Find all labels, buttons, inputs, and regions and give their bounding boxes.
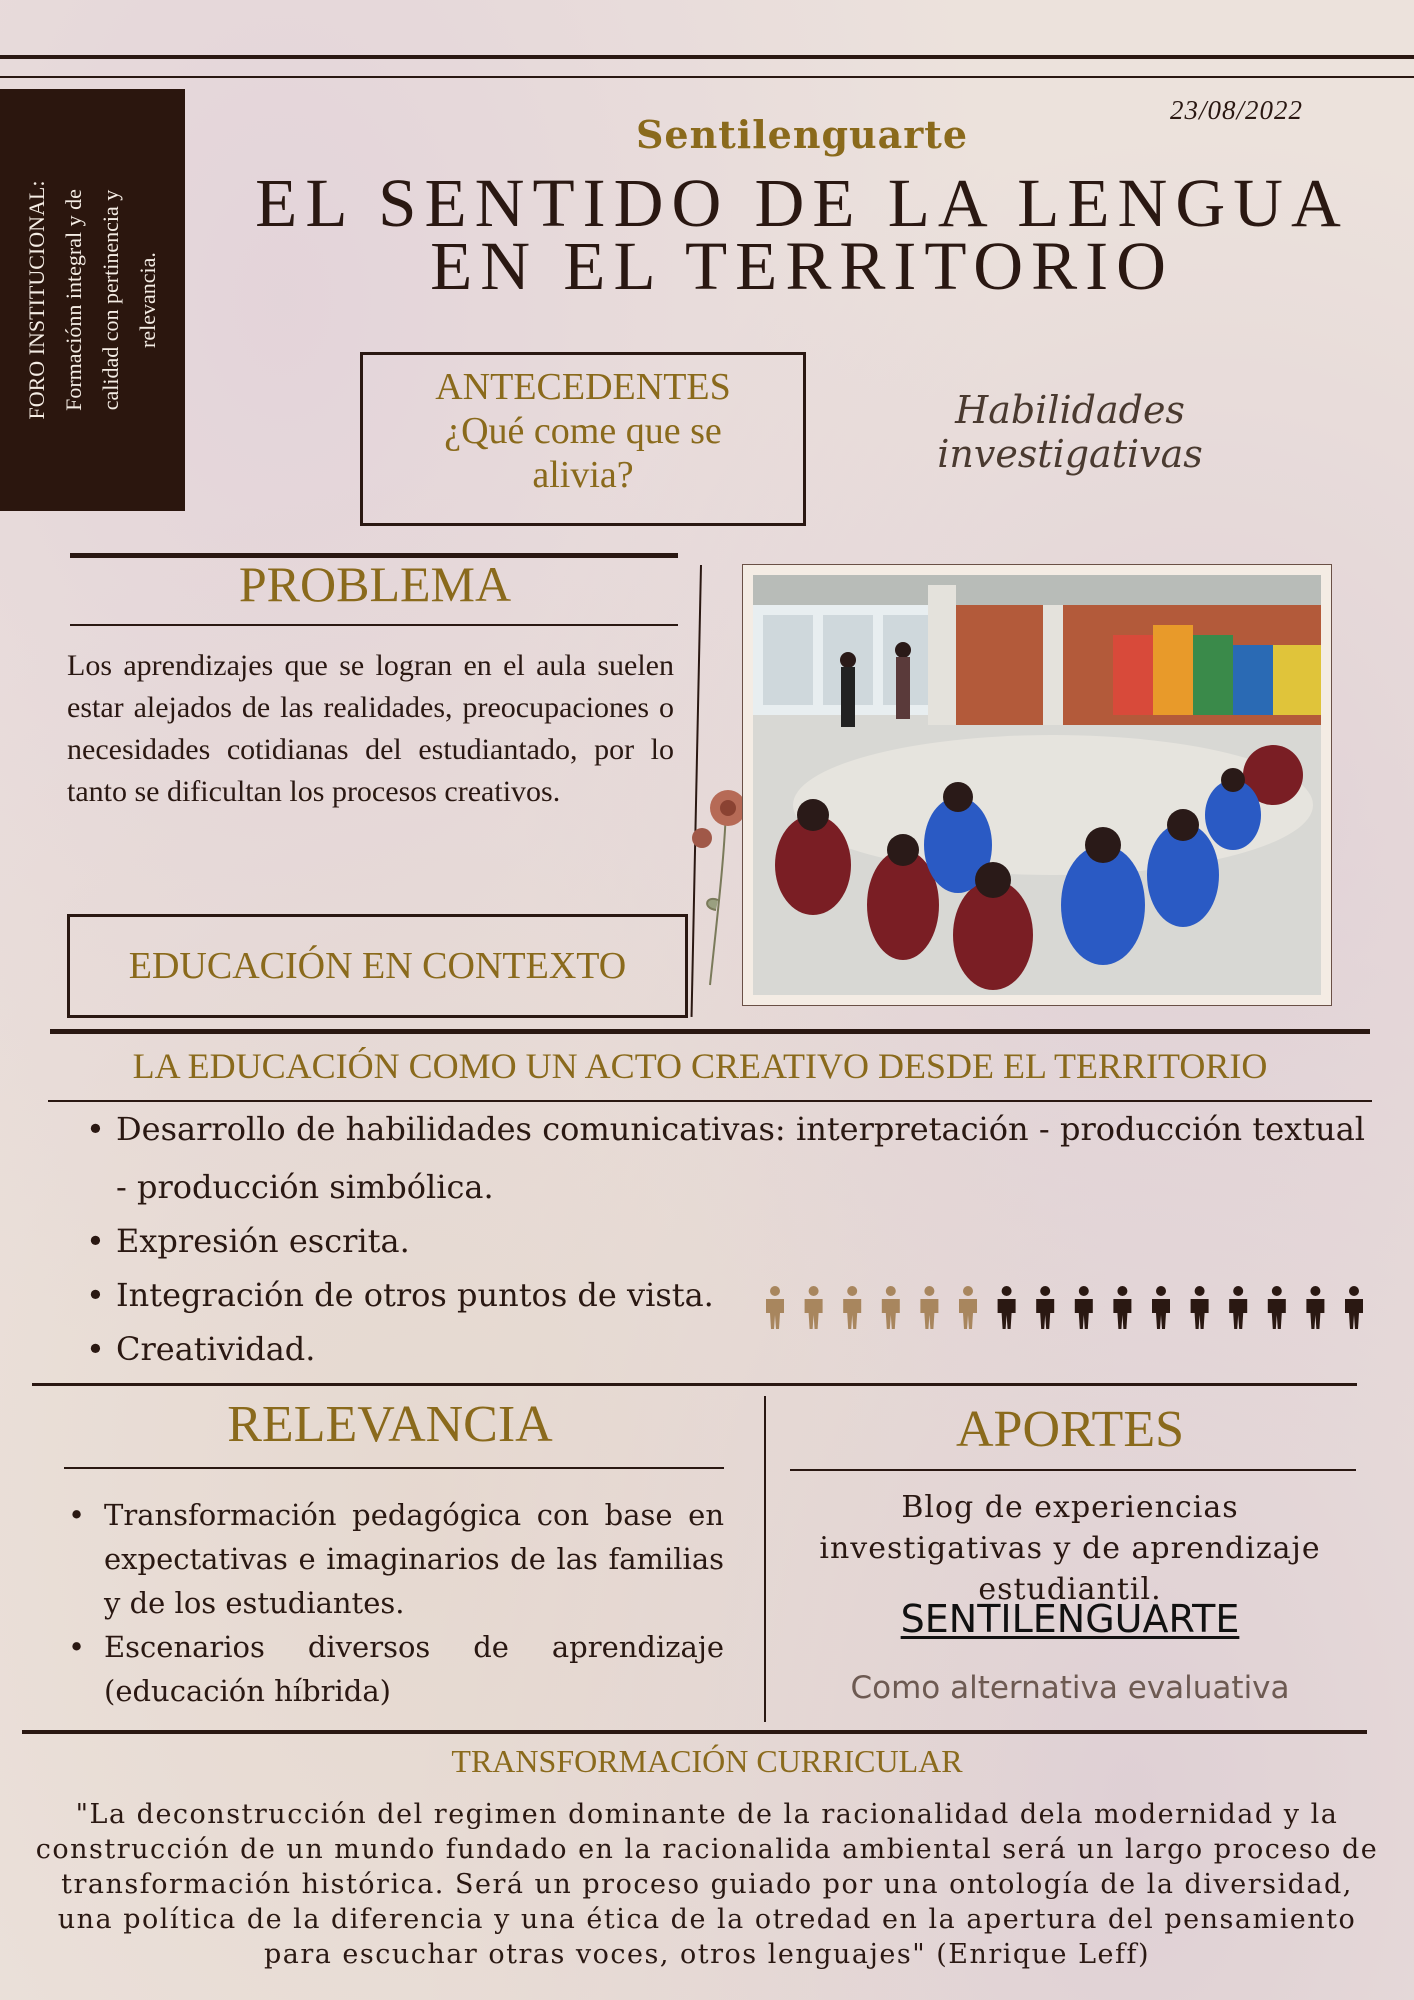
person-icon [1268,1286,1286,1329]
list-item: • Creatividad. [70,1320,1365,1378]
creativo-heading: LA EDUCACIÓN COMO UN ACTO CREATIVO DESDE EL TERRITORIO [132,1046,1268,1086]
creativo-list [70,1100,1365,1378]
page-title [190,165,1414,304]
habilidades-label [900,388,1240,476]
side-banner-line: Formaciónn integral y de [61,189,86,411]
creativo-top-rule [50,1029,1370,1034]
person-icon [843,1286,861,1329]
leff-quote: "La deconstrucción del regimen dominante de la racionalidad dela modernidad y la construcción de un mundo fundado en la racionalida ambiental será un largo proceso de transformación histórica. Será un proceso guiado por una ontología de la diversidad, una política de la diferencia y una ética de la otredad en la apertura del pensamiento para escuchar otras voces, otros lenguajes" (Enrique Leff) [35,1799,1379,1970]
educacion-contexto-box: EDUCACIÓN EN CONTEXTO [67,914,688,1018]
person-icon [766,1286,784,1329]
person-icon [1075,1286,1093,1329]
problema-under-rule [70,624,678,626]
person-icon [1191,1286,1209,1329]
person-icon [1229,1286,1247,1329]
date: 23/08/2022 [1170,95,1304,125]
person-icon [1036,1286,1054,1329]
antecedentes-line: ¿Qué come que se [444,410,722,452]
relevancia-top-rule [32,1383,1357,1386]
page-title-line: EL SENTIDO DE LA LENGUA [255,165,1349,241]
person-icon [959,1286,977,1329]
top-rule-thick [0,55,1414,59]
list-item: • Integración de otros puntos de vista. [70,1266,1365,1324]
person-icon [920,1286,938,1329]
person-icon [1152,1286,1170,1329]
transformacion-heading: TRANSFORMACIÓN CURRICULAR [451,1743,963,1779]
classroom-photo-frame [742,564,1332,1006]
problema-text: Los aprendizajes que se logran en el aula suelen estar alejados de las realidades, preocupaciones o necesidades cotidianas del estudiantado, por lo tanto se dificultan los procesos creativos. [67,649,674,808]
aportes-subtitle: Como alternativa evaluativa [850,1670,1290,1706]
side-banner-line: FORO INSTITUCIONAL: [24,180,49,420]
side-banner-line: calidad con pertinencia y [98,189,123,411]
person-icon [998,1286,1016,1329]
side-banner-line: relevancia. [135,252,160,348]
person-icon [805,1286,823,1329]
person-icon [1113,1286,1131,1329]
problema-heading: PROBLEMA [238,556,512,612]
antecedentes-line: alivia? [532,454,634,496]
antecedentes-heading: ANTECEDENTES [435,366,731,408]
person-icon [882,1286,900,1329]
blog-link[interactable]: SENTILENGUARTE [900,1597,1240,1641]
relevancia-heading: RELEVANCIA [227,1396,553,1453]
classroom-photo [753,575,1321,995]
list-item: • Escenarios diversos de aprendizaje (educación híbrida) [58,1625,724,1713]
habilidades-line: investigativas [937,432,1203,476]
aportes-heading: APORTES [955,1401,1185,1458]
people-icons [765,1285,1365,1335]
brand-name: Sentilenguarte [635,112,969,157]
antecedentes-box [360,352,806,526]
top-rule-thin [0,76,1414,78]
relevancia-list [58,1493,724,1713]
person-icon [1306,1286,1324,1329]
list-item: • Transformación pedagógica con base en expectativas e imaginarios de las familias y de los estudiantes. [58,1493,724,1625]
aportes-under-rule [790,1469,1356,1471]
person-icon [1345,1286,1363,1329]
column-divider [764,1396,766,1722]
page-title-line: EN EL TERRITORIO [430,228,1174,304]
aportes-text: Blog de experiencias investigativas y de aprendizaje estudiantil. [819,1490,1321,1607]
list-item: • Expresión escrita. [70,1212,1365,1270]
list-item: • Desarrollo de habilidades comunicativas: interpretación - producción textual - producción simbólica. [70,1100,1365,1216]
relevancia-under-rule [64,1467,724,1469]
transformacion-top-rule [22,1730,1367,1734]
habilidades-line: Habilidades [955,388,1185,432]
